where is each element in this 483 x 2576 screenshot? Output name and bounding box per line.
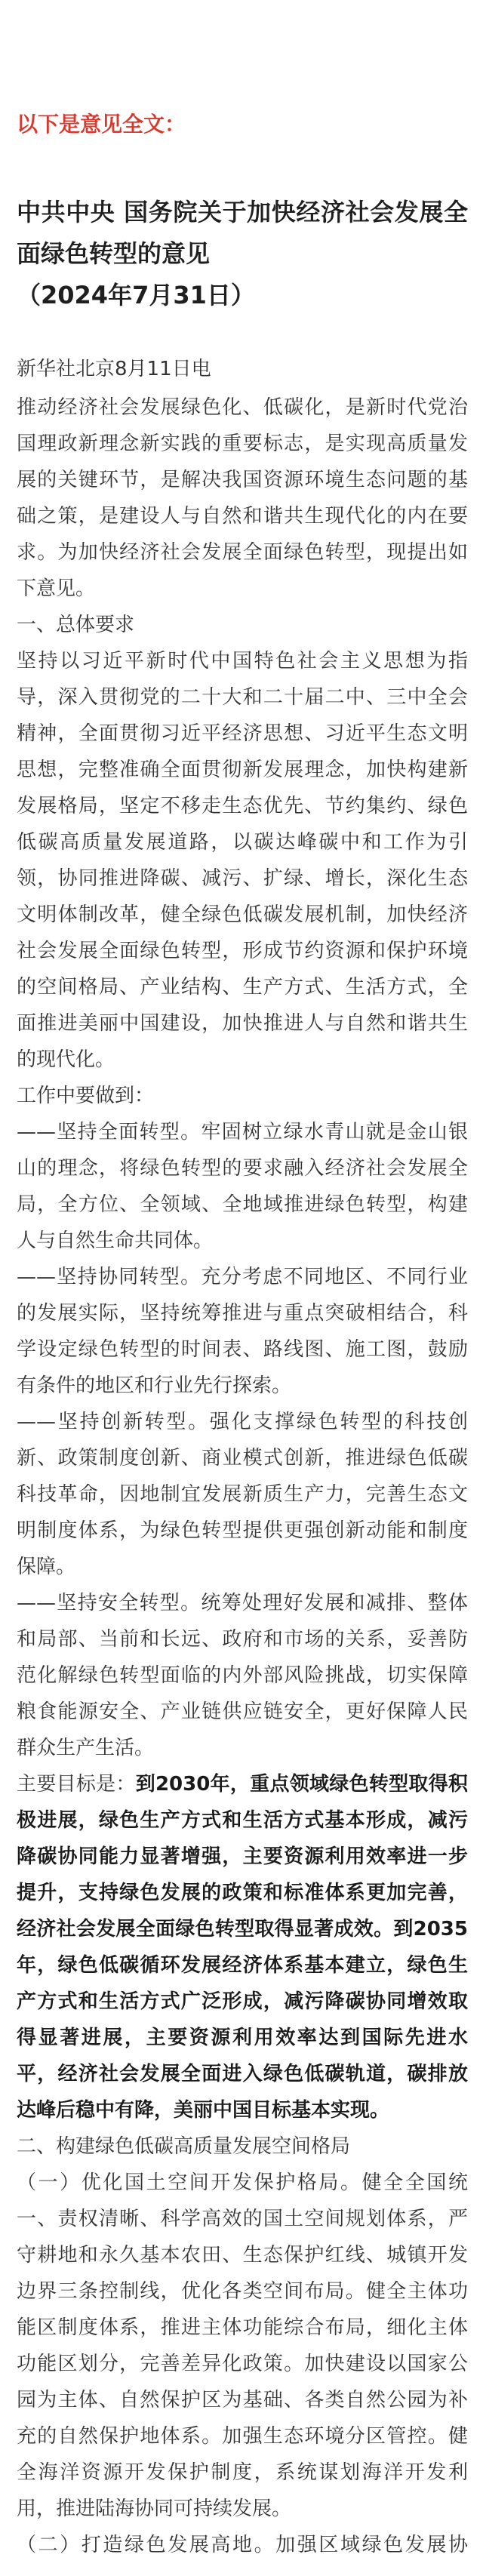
text-line: 一、总体要求 [17, 614, 135, 636]
text-line: 二、构建绿色低碳高质量发展空间格局 [17, 2135, 351, 2158]
text-line: 守耕地和永久基本农田、生态保护红线、城镇开发 [17, 2244, 468, 2267]
bold-text: 年，绿色低碳循环发展经济体系基本建立，绿色生 [17, 1954, 468, 1977]
text-line: 社会发展全面绿色转型，形成节约资源和保护环境 [17, 940, 468, 962]
text-line [17, 2092, 468, 2128]
main-goals-paragraph [17, 1766, 468, 2128]
text-line [17, 1802, 468, 1839]
paragraph [17, 1585, 468, 1766]
article-body [17, 389, 468, 2563]
text-line [17, 1839, 468, 1875]
dateline: 新华社北京8月11日电 [17, 358, 211, 380]
bold-text: 达峰后稳中有降，美丽中国目标基本实现。 [17, 2099, 390, 2122]
bold-text: 降碳协同能力显著增强，主要资源利用效率进一步 [17, 1845, 468, 1868]
text-line: 边界三条控制线，优化各类空间布局。健全主体功 [17, 2280, 468, 2303]
text-line: ——坚持协同转型。充分考虑不同地区、不同行业 [17, 1266, 468, 1288]
text-line: 全海洋资源开发保护制度，系统谋划海洋开发利 [17, 2461, 468, 2484]
bold-text: 得显著进展，主要资源利用效率达到国际先进水 [17, 2027, 468, 2049]
text-line [17, 1984, 468, 2020]
text-line [17, 1911, 468, 1947]
text-line: 明制度体系，为绿色转型提供更强创新动能和制度 [17, 1519, 468, 1542]
text-line: 低碳高质量发展道路，以碳达峰碳中和工作为引 [17, 831, 468, 854]
text-line: 国理政新理念新实践的重要标志，是实现高质量发 [17, 432, 468, 455]
text-line: 推动经济社会发展绿色化、低碳化，是新时代党治 [17, 396, 468, 419]
text-line: 局，全方位、全领域、全地域推进绿色转型，构建 [17, 1193, 468, 1216]
text-line: 学设定绿色转型的时间表、路线图、施工图，鼓励 [17, 1338, 468, 1361]
paragraph [17, 2527, 468, 2563]
paragraph [17, 643, 468, 1078]
text-line: 求。为加快经济社会发展全面绿色转型，现提出如 [17, 541, 468, 564]
text-line [17, 2020, 468, 2056]
paragraph [17, 1078, 468, 1114]
intro-label: 以下是意见全文： [17, 112, 186, 137]
text-line: 发展格局，坚定不移走生态优先、节约集约、绿色 [17, 795, 468, 817]
paragraph [17, 2165, 468, 2527]
text-line: 有条件的地区和行业先行探索。 [17, 1374, 292, 1397]
paragraph [17, 1404, 468, 1585]
paragraph [17, 1259, 468, 1404]
title-text [17, 192, 468, 275]
text-line: 新、政策制度创新、商业模式创新，推进绿色低碳 [17, 1447, 468, 1470]
title-line: 面绿色转型的意见 [17, 239, 211, 268]
text-line: 导，深入贯彻党的二十大和二十届二中、三中全会 [17, 686, 468, 709]
text-line: 人与自然生命共同体。 [17, 1230, 214, 1252]
bold-text: 到2030年，重点领域绿色转型取得积 [135, 1773, 468, 1796]
text-line: 粮食能源安全、产业链供应链安全，更好保障人民 [17, 1700, 468, 1723]
title-line: 中共中央 国务院关于加快经济社会发展全 [17, 198, 468, 226]
text-line: 展的关键环节，是解决我国资源环境生态问题的基 [17, 469, 468, 491]
text-line [17, 1766, 468, 1802]
text-line: 领，协同推进降碳、减污、扩绿、增长，深化生态 [17, 867, 468, 890]
text-line: 面推进美丽中国建设，加快推进人与自然和谐共生 [17, 1012, 468, 1035]
text-line [17, 1947, 468, 1984]
text-line: 文明体制改革，健全绿色低碳发展机制，加快经济 [17, 903, 468, 926]
text-line [17, 1875, 468, 1911]
paragraph [17, 389, 468, 607]
bold-text: 平，经济社会发展全面进入绿色低碳轨道，碳排放 [17, 2063, 468, 2085]
paragraph [17, 1114, 468, 1259]
section-heading [17, 2128, 468, 2165]
text-line: 的现代化。 [17, 1048, 115, 1071]
text-line: 础之策，是建设人与自然和谐共生现代化的内在要 [17, 505, 468, 528]
text-line: 保障。 [17, 1556, 76, 1578]
text-line: 群众生产生活。 [17, 1737, 155, 1759]
text-line: （二）打造绿色发展高地。加强区域绿色发展协 [17, 2534, 468, 2556]
text-line: 的空间格局、产业结构、生产方式、生活方式，全 [17, 976, 468, 999]
text-line: 能区制度体系，推进主体功能综合布局，细化主体 [17, 2316, 468, 2339]
text-line: 功能区划分，完善差异化政策。加快建设以国家公 [17, 2353, 468, 2375]
text-line: ——坚持安全转型。统筹处理好发展和减排、整体 [17, 1592, 468, 1614]
text-line [17, 2056, 468, 2092]
text-line: 下意见。 [17, 577, 96, 600]
text-line: 科技革命，因地制宜发展新质生产力，完善生态文 [17, 1483, 468, 1506]
text-line: （一）优化国土空间开发保护格局。健全全国统 [17, 2171, 468, 2194]
bold-text: 提升，支持绿色发展的政策和标准体系更加完善， [17, 1882, 468, 1904]
title-date: （2024年7月31日） [17, 281, 255, 309]
bold-text: 经济社会发展全面绿色转型取得显著成效。到2035 [17, 1918, 468, 1940]
text-line: ——坚持创新转型。强化支撑绿色转型的科技创 [17, 1411, 468, 1433]
bold-text: 产方式和生活方式广泛形成，减污降碳协同增效取 [17, 1990, 468, 2013]
article-title [17, 192, 468, 316]
text-line: 山的理念，将绿色转型的要求融入经济社会发展全 [17, 1157, 468, 1180]
text-line: 园为主体、自然保护区为基础、各类自然公园为补 [17, 2389, 468, 2411]
text-line: 坚持以习近平新时代中国特色社会主义思想为指 [17, 650, 468, 672]
text-line: 和局部、当前和长远、政府和市场的关系，妥善防 [17, 1628, 468, 1651]
text-line: 范化解绿色转型面临的内外部风险挑战，切实保障 [17, 1664, 468, 1687]
text-line: 思想，完整准确全面贯彻新发展理念，加快构建新 [17, 759, 468, 781]
text-line: 工作中要做到： [17, 1085, 155, 1107]
text-line: 一、责权清晰、科学高效的国土空间规划体系，严 [17, 2208, 468, 2230]
section-heading [17, 607, 468, 643]
bold-text: 极进展，绿色生产方式和生活方式基本形成，减污 [17, 1809, 468, 1832]
text-line: 充的自然保护地体系。加强生态环境分区管控。健 [17, 2425, 468, 2448]
text-line: ——坚持全面转型。牢固树立绿水青山就是金山银 [17, 1121, 468, 1143]
goals-lead: 主要目标是： [17, 1773, 136, 1796]
text-line: 精神，全面贯彻习近平经济思想、习近平生态文明 [17, 722, 468, 745]
text-line: 的发展实际，坚持统筹推进与重点突破相结合，科 [17, 1302, 468, 1325]
text-line: 用，推进陆海协同可持续发展。 [17, 2498, 292, 2520]
